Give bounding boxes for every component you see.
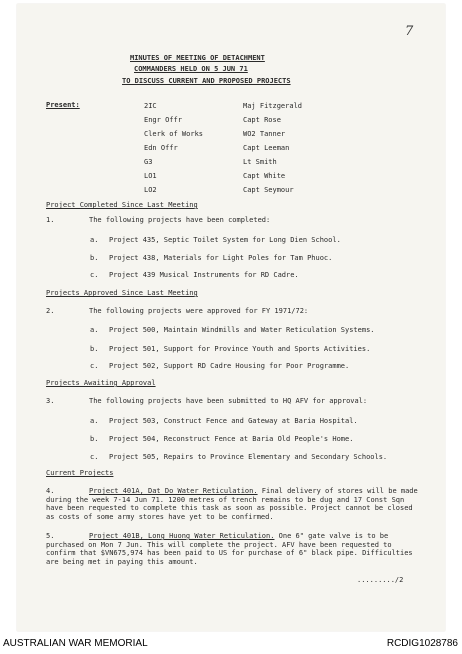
paragraph-5 (46, 532, 418, 566)
item-letter: b. (90, 345, 99, 353)
attendee-name: Maj Fitzgerald (243, 102, 303, 110)
paragraph-intro: The following projects have been submitted to HQ AFV for approval: (89, 397, 368, 405)
attendee-role: G3 (144, 158, 153, 166)
attendee-role: Engr Offr (144, 116, 182, 124)
attendee-name: Capt White (243, 172, 286, 180)
item-text: Project 503, Construct Fence and Gateway at Baria Hospital. (109, 417, 358, 425)
section-heading: Project Completed Since Last Meeting (46, 201, 198, 209)
heading-line-2: COMMANDERS HELD ON 5 JUN 71 (134, 65, 248, 73)
paragraph-4 (46, 487, 418, 521)
heading-line-1: MINUTES OF MEETING OF DETACHMENT (130, 54, 265, 62)
paragraph-number: 1. (46, 216, 55, 224)
paragraph-number: 5. (46, 532, 55, 540)
paragraph-number: 3. (46, 397, 55, 405)
paragraph-text: Final delivery of stores will be made during the week 7-14 Jun 71. 1200 metres of trench remains to be dug and 17 Const Sqn have been requested to complete this task as soon as possible. Project cannot be closed as costs of some army stores have yet to be confirmed. (46, 487, 418, 521)
attendee-role: 2IC (144, 102, 157, 110)
footer-left: AUSTRALIAN WAR MEMORIAL (3, 638, 148, 649)
paragraph-text: One 6" gate valve is to be purchased on Mon 7 Jun. This will complete the project. AFV have been requested to confirm that $VN675,974 has been paid to US for purchase of 6" black pipe. Difficulties are being met in paying this amount. (46, 532, 413, 566)
document-page (17, 4, 445, 631)
section-heading: Projects Awaiting Approval (46, 379, 156, 387)
section-heading: Projects Approved Since Last Meeting (46, 289, 198, 297)
item-text: Project 438, Materials for Light Poles for Tam Phuoc. (109, 254, 333, 262)
item-text: Project 504, Reconstruct Fence at Baria Old People's Home. (109, 435, 354, 443)
attendee-name: Capt Rose (243, 116, 281, 124)
project-title: Project 401B, Long Huong Water Reticulation. (89, 532, 275, 540)
item-letter: a. (90, 236, 99, 244)
item-letter: b. (90, 254, 99, 262)
attendee-role: LO1 (144, 172, 157, 180)
attendee-name: Capt Leeman (243, 144, 290, 152)
paragraph-number: 2. (46, 307, 55, 315)
attendee-name: Capt Seymour (243, 186, 294, 194)
item-text: Project 502, Support RD Cadre Housing for Poor Programme. (109, 362, 350, 370)
heading-line-3: TO DISCUSS CURRENT AND PROPOSED PROJECTS (122, 77, 291, 85)
paragraph-number: 4. (46, 487, 55, 495)
section-heading: Current Projects (46, 469, 114, 477)
item-text: Project 501, Support for Province Youth and Sports Activities. (109, 345, 371, 353)
attendee-role: Clerk of Works (144, 130, 204, 138)
attendee-name: Lt Smith (243, 158, 277, 166)
item-letter: b. (90, 435, 99, 443)
item-text: Project 435, Septic Toilet System for Long Dien School. (109, 236, 341, 244)
paragraph-intro: The following projects have been completed: (89, 216, 271, 224)
item-letter: c. (90, 271, 99, 279)
project-title: Project 401A, Dat Do Water Reticulation. (89, 487, 258, 495)
page-number: 7 (405, 24, 414, 39)
attendee-role: LO2 (144, 186, 157, 194)
attendee-role: Edn Offr (144, 144, 178, 152)
continuation-marker: ........./2 (357, 576, 404, 584)
item-letter: a. (90, 326, 99, 334)
present-label: Present: (46, 101, 80, 109)
paragraph-intro: The following projects were approved for FY 1971/72: (89, 307, 309, 315)
item-text: Project 500, Maintain Windmills and Water Reticulation Systems. (109, 326, 375, 334)
item-text: Project 505, Repairs to Province Elementary and Secondary Schools. (109, 453, 388, 461)
attendee-name: WO2 Tanner (243, 130, 286, 138)
item-letter: c. (90, 453, 99, 461)
item-letter: c. (90, 362, 99, 370)
item-letter: a. (90, 417, 99, 425)
item-text: Project 439 Musical Instruments for RD Cadre. (109, 271, 299, 279)
footer-right: RCDIG1028786 (386, 638, 458, 649)
